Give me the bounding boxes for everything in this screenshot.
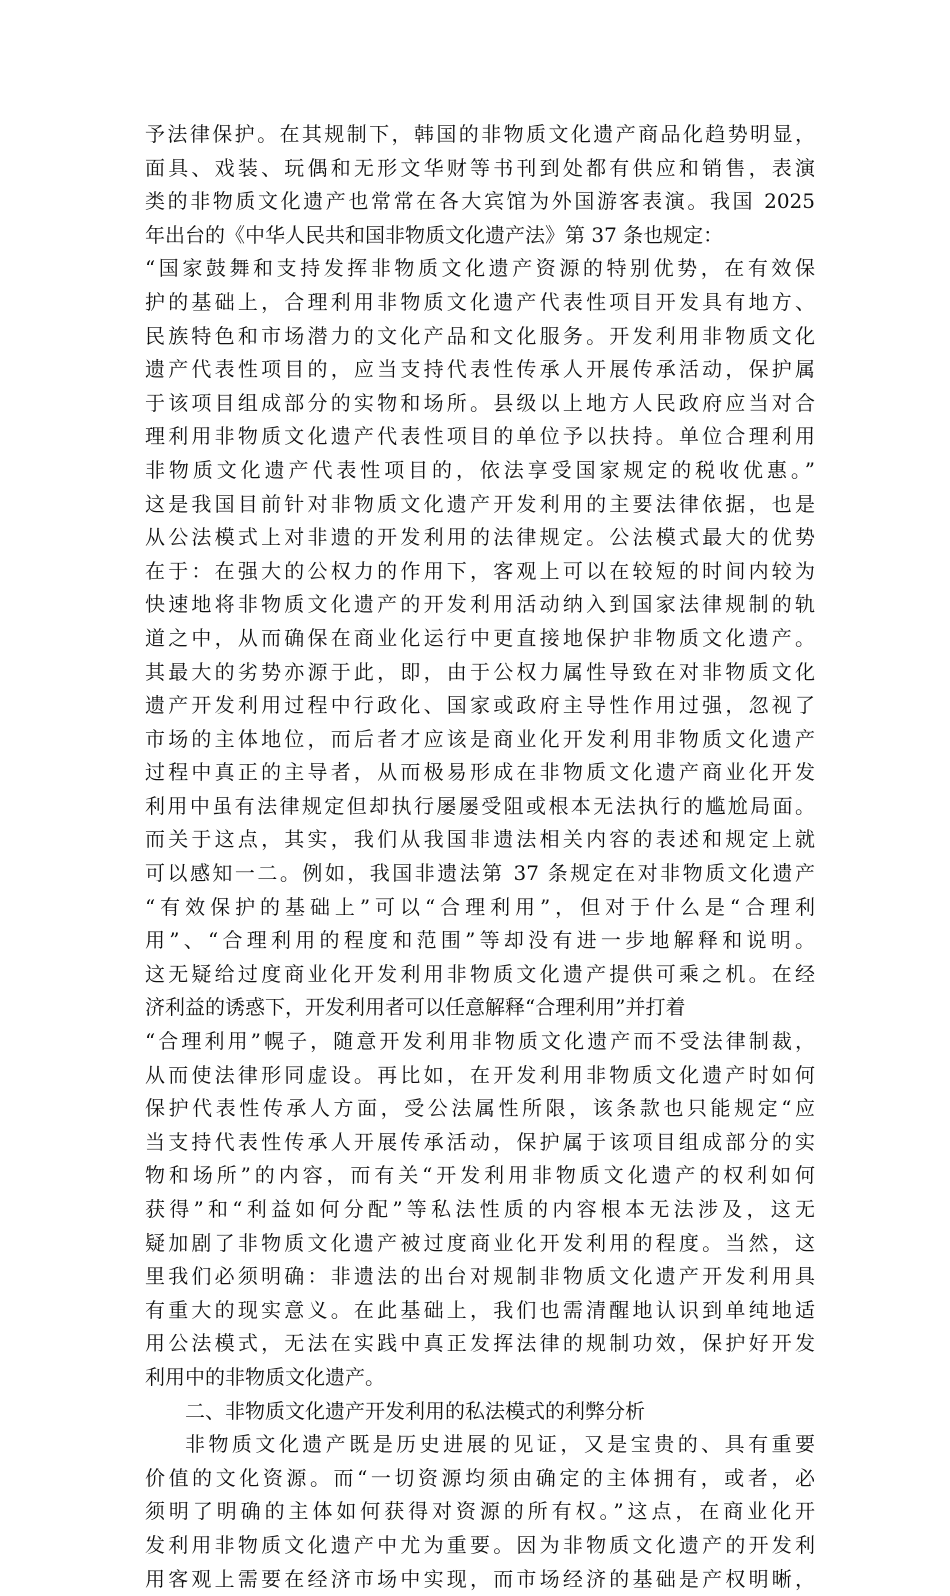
text-line: 利用中的非物质文化遗产。	[145, 1364, 385, 1389]
text-line: 道之中，从而确保在商业化运行中更直接地保护非物质文化遗产。	[145, 625, 815, 650]
text-line: 遗产开发利用过程中行政化、国家或政府主导性作用过强，忽视了	[145, 693, 815, 718]
text-line: 里我们必须明确：非遗法的出台对规制非物质文化遗产开发利用具	[145, 1264, 815, 1289]
text-line: 在于：在强大的公权力的作用下，客观上可以在较短的时间内较为	[145, 558, 815, 583]
text-line: 民族特色和市场潜力的文化产品和文化服务。开发利用非物质文化	[145, 323, 815, 348]
text-line: 保护代表性传承人方面，受公法属性所限，该条款也只能规定“应	[145, 1096, 815, 1121]
text-line: 从而使法律形同虚设。再比如，在开发利用非物质文化遗产时如何	[145, 1062, 815, 1087]
text-line: “合理利用”幌子，随意开发利用非物质文化遗产而不受法律制裁，	[145, 1029, 815, 1054]
text-line: 类的非物质文化遗产也常常在各大宾馆为外国游客表演。我国 2025	[145, 189, 815, 214]
text-line: 护的基础上，合理利用非物质文化遗产代表性项目开发具有地方、	[145, 289, 815, 314]
text-line: 遗产代表性项目的，应当支持代表性传承人开展传承活动，保护属	[145, 357, 815, 382]
text-line: 于该项目组成部分的实物和场所。县级以上地方人民政府应当对合	[145, 390, 815, 415]
text-line: 物和场所”的内容，而有关“开发利用非物质文化遗产的权利如何	[145, 1163, 815, 1188]
text-line: 而关于这点，其实，我们从我国非遗法相关内容的表述和规定上就	[145, 827, 815, 852]
text-line: 快速地将非物质文化遗产的开发利用活动纳入到国家法律规制的轨	[145, 592, 815, 617]
text-line: 从公法模式上对非遗的开发利用的法律规定。公法模式最大的优势	[145, 525, 815, 550]
text-line: 这是我国目前针对非物质文化遗产开发利用的主要法律依据，也是	[145, 491, 815, 516]
text-line: 须明了明确的主体如何获得对资源的所有权。”这点，在商业化开	[145, 1499, 815, 1524]
text-line: 疑加剧了非物质文化遗产被过度商业化开发利用的程度。当然，这	[145, 1230, 815, 1255]
text-line: 发利用非物质文化遗产中尤为重要。因为非物质文化遗产的开发利	[145, 1532, 815, 1557]
text-line: 利用中虽有法律规定但却执行屡屡受阻或根本无法执行的尴尬局面。	[145, 793, 815, 818]
text-line: 用”、“合理利用的程度和范围”等却没有进一步地解释和说明。	[145, 928, 815, 953]
text-line: 当支持代表性传承人开展传承活动，保护属于该项目组成部分的实	[145, 1129, 815, 1154]
text-line: 二、非物质文化遗产开发利用的私法模式的利弊分析	[185, 1398, 645, 1423]
text-line: 非物质文化遗产既是历史进展的见证，又是宝贵的、具有重要	[185, 1432, 815, 1457]
text-line: 用公法模式，无法在实践中真正发挥法律的规制功效，保护好开发	[145, 1331, 815, 1356]
text-line: 过程中真正的主导者，从而极易形成在非物质文化遗产商业化开发	[145, 760, 815, 785]
text-line: 有重大的现实意义。在此基础上，我们也需清醒地认识到单纯地适	[145, 1297, 815, 1322]
document-body	[145, 118, 815, 1596]
text-line: 这无疑给过度商业化开发利用非物质文化遗产提供可乘之机。在经	[145, 961, 815, 986]
text-line: 济利益的诱惑下，开发利用者可以任意解释“合理利用”并打着	[145, 995, 686, 1020]
text-line: 市场的主体地位，而后者才应该是商业化开发利用非物质文化遗产	[145, 726, 815, 751]
text-line: 其最大的劣势亦源于此，即，由于公权力属性导致在对非物质文化	[145, 659, 815, 684]
text-line: 理利用非物质文化遗产代表性项目的单位予以扶持。单位合理利用	[145, 424, 815, 449]
text-line: 价值的文化资源。而“一切资源均须由确定的主体拥有，或者，必	[145, 1465, 815, 1490]
text-line: “国家鼓舞和支持发挥非物质文化遗产资源的特别优势，在有效保	[145, 256, 815, 281]
text-line: 面具、戏装、玩偶和无形文华财等书刊到处都有供应和销售，表演	[145, 155, 815, 180]
text-line: 获得”和“利益如何分配”等私法性质的内容根本无法涉及，这无	[145, 1197, 815, 1221]
text-line: 年出台的《中华人民共和国非物质文化遗产法》第 37 条也规定：	[145, 222, 724, 247]
text-line: 非物质文化遗产代表性项目的，依法享受国家规定的税收优惠。”	[145, 457, 815, 482]
text-line: 可以感知一二。例如，我国非遗法第 37 条规定在对非物质文化遗产	[145, 861, 815, 886]
text-line: 予法律保护。在其规制下，韩国的非物质文化遗产商品化趋势明显，	[145, 122, 815, 146]
text-line: 用客观上需要在经济市场中实现，而市场经济的基础是产权明晰，	[145, 1566, 815, 1591]
text-line: “有效保护的基础上”可以“合理利用”，但对于什么是“合理利	[145, 894, 815, 919]
